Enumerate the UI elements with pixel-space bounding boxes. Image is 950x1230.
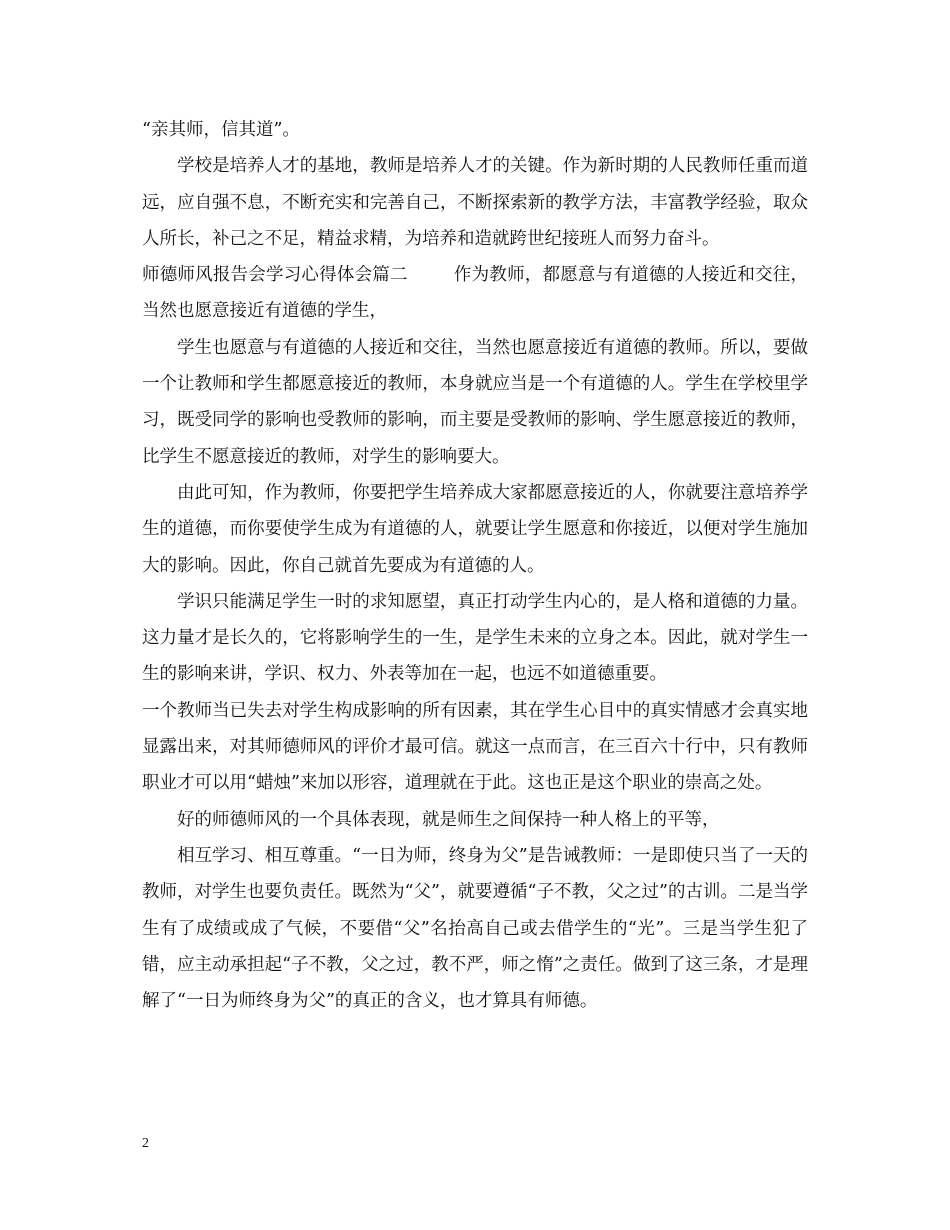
page-number: 2 [142,1136,149,1151]
section-heading-text: 作为教师，都愿意与有道德的人接近和交往，当然也愿意接近有道德的学生， [142,265,809,322]
section-heading: 师德师风报告会学习心得体会篇二 [142,265,408,286]
paragraph-9: 相互学习、相互尊重。“一日为师，终身为父”是告诫教师：一是即使只当了一天的教师，对学生也要负责任。既然为“父”，就要遵循“子不教，父之过”的古训。二是当学生有了成绩或成了气候，不要借“父”名抬高自己或去借学生的“光”。三是当学生犯了错，应主动承担起“子不教，父之过，教不严，师之惰”之责任。做到了这三条，才是理解了“一日为师终身为父”的真正的含义，也才算具有师德。 [142,845,808,1012]
paragraph-2: 学校是培养人才的基地，教师是培养人才的关键。作为新时期的人民教师任重而道远，应自强不息，不断充实和完善自己，不断探索新的教学方法，丰富教学经验，取众人所长，补己之不足，精益求精，为培养和造就跨世纪接班人而努力奋斗。 [142,156,808,249]
paragraph-7: 一个教师当已失去对学生构成影响的所有因素，其在学生心目中的真实情感才会真实地显露出来，对其师德师风的评价才最可信。就这一点而言，在三百六十行中，只有教师职业才可以用“蜡烛”来加以形容，道理就在于此。这也正是这个职业的崇高之处。 [142,700,808,794]
document-body [142,112,808,1019]
paragraph-8: 好的师德师风的一个具体表现，就是师生之间保持一种人格上的平等， [177,809,720,830]
paragraph-5: 由此可知，作为教师，你要把学生培养成大家都愿意接近的人，你就要注意培养学生的道德，而你要使学生成为有道德的人，就要让学生愿意和你接近，以便对学生施加大的影响。因此，你自己就首先要成为有道德的人。 [142,482,808,576]
paragraph-4: 学生也愿意与有道德的人接近和交往，当然也愿意接近有道德的教师。所以，要做一个让教师和学生都愿意接近的教师，本身就应当是一个有道德的人。学生在学校里学习，既受同学的影响也受教师的影响，而主要是受教师的影响、学生愿意接近的教师，比学生不愿意接近的教师，对学生的影响要大。 [142,337,808,467]
paragraph-1: “亲其师，信其道”。 [142,120,300,140]
paragraph-6: 学识只能满足学生一时的求知愿望，真正打动学生内心的，是人格和道德的力量。这力量才是长久的，它将影响学生的一生，是学生未来的立身之本。因此，就对学生一生的影响来讲，学识、权力、外表等加在一起，也远不如道德重要。 [142,591,808,685]
section-heading-paragraph [142,257,808,330]
